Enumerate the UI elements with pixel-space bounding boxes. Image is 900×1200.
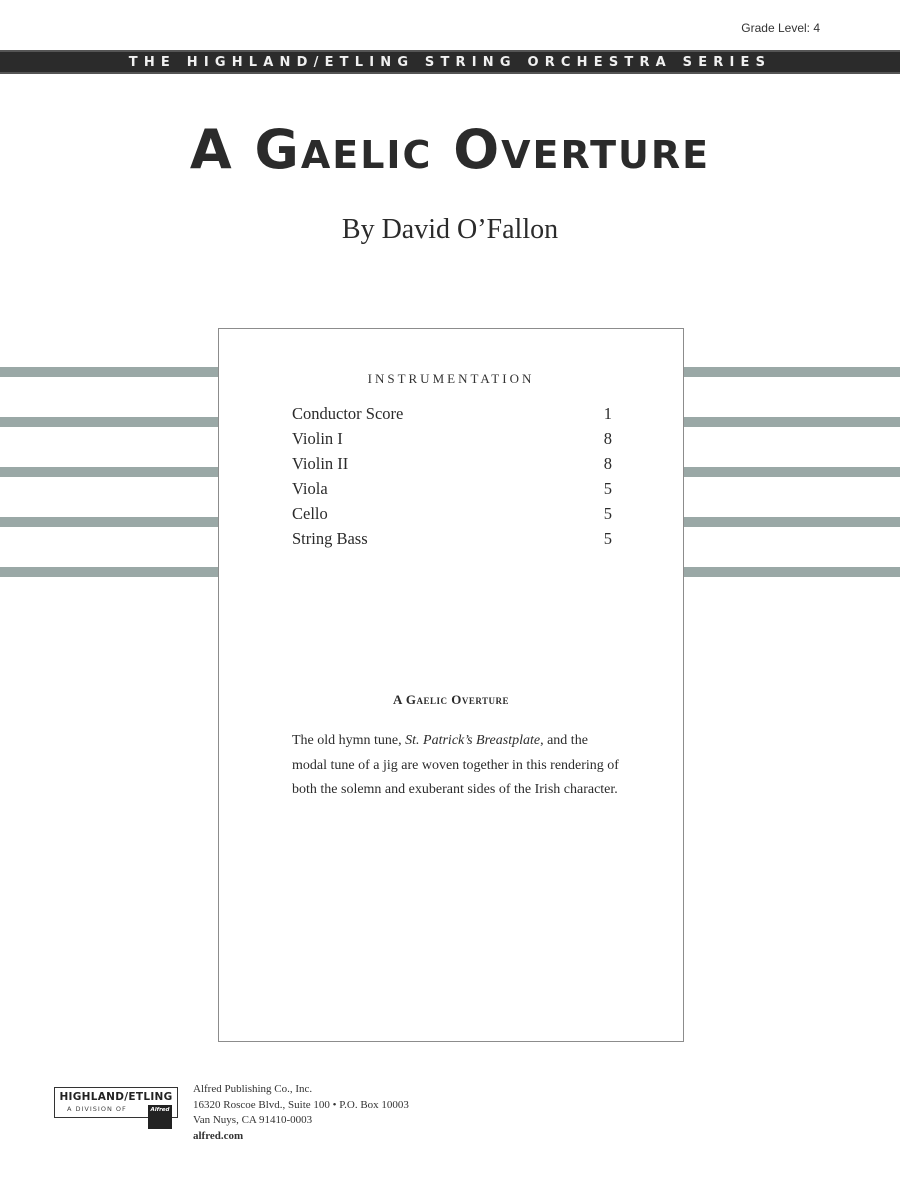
instrument-name: Conductor Score <box>292 404 404 423</box>
staff-line-right <box>684 467 900 477</box>
staff-line-left <box>0 467 218 477</box>
instrument-count: 1 <box>603 404 612 423</box>
list-item <box>292 476 612 501</box>
hymn-title: St. Patrick’s Breastplate <box>405 733 541 748</box>
logo-name: HIGHLAND/ETLING <box>59 1091 173 1103</box>
staff-line-right <box>684 567 900 577</box>
alfred-logo-icon: Alfred <box>148 1105 172 1129</box>
publisher-name: Alfred Publishing Co., Inc. <box>193 1083 313 1095</box>
staff-line-left <box>0 517 218 527</box>
instrument-name: Violin I <box>292 429 343 448</box>
logo-subtitle: A DIVISION OF <box>67 1105 127 1113</box>
publisher-address-line2: Van Nuys, CA 91410-0003 <box>193 1114 313 1126</box>
staff-line-left <box>0 417 218 427</box>
description-text-before: The old hymn tune, <box>292 733 406 748</box>
list-item <box>292 426 612 451</box>
grade-level: Grade Level: 4 <box>741 21 820 35</box>
series-banner <box>0 50 900 74</box>
description-title: A Gaelic Overture <box>392 692 510 707</box>
staff-line-left <box>0 367 218 377</box>
instrumentation-panel <box>218 328 684 1042</box>
staff-line-right <box>684 367 900 377</box>
instrument-count: 8 <box>603 454 612 473</box>
series-title: THE HIGHLAND/ETLING STRING ORCHESTRA SERIES <box>128 54 772 70</box>
instrument-count: 5 <box>603 529 612 548</box>
instrument-name: Cello <box>292 504 328 523</box>
instrumentation-heading: INSTRUMENTATION <box>367 371 535 386</box>
instrument-count: 8 <box>603 429 612 448</box>
instrument-count: 5 <box>603 479 612 498</box>
staff-line-left <box>0 567 218 577</box>
description-text-after: , and the modal tune of a jig are woven together in this rendering of both the solemn and exuberant sides of the Irish character. <box>292 733 619 797</box>
instrument-name: Violin II <box>292 454 349 473</box>
instrument-name: String Bass <box>292 529 368 548</box>
page-title: A Gaelic Overture <box>189 118 711 181</box>
author-credit: By David O’Fallon <box>341 214 559 245</box>
publisher-info <box>193 1082 409 1144</box>
list-item <box>292 401 612 426</box>
instrument-name: Viola <box>292 479 328 498</box>
instrumentation-list <box>292 401 612 551</box>
staff-line-right <box>684 417 900 427</box>
list-item <box>292 526 612 551</box>
highland-etling-logo <box>54 1087 181 1133</box>
instrument-count: 5 <box>603 504 612 523</box>
description-text <box>292 729 622 803</box>
staff-line-right <box>684 517 900 527</box>
list-item <box>292 451 612 476</box>
publisher-address-line1: 16320 Roscoe Blvd., Suite 100 • P.O. Box 10003 <box>193 1098 409 1111</box>
list-item <box>292 501 612 526</box>
publisher-website[interactable]: alfred.com <box>193 1129 244 1142</box>
